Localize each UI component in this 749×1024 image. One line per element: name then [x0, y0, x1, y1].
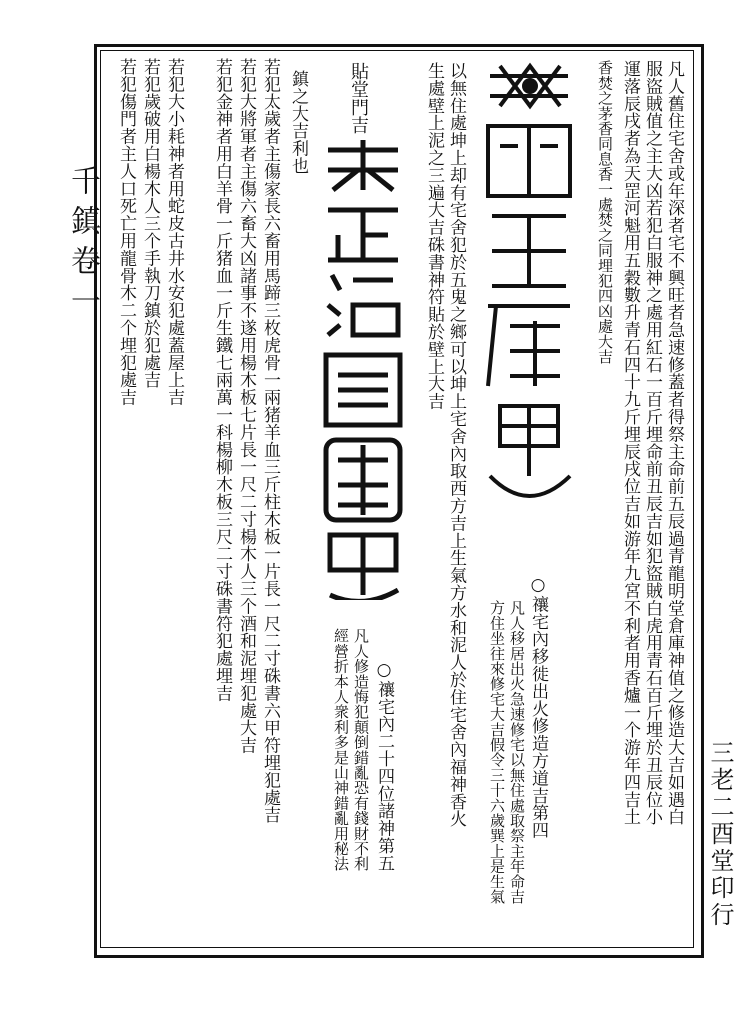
text-column: 凡人舊住宅舍或年深者宅不興旺者急速修蓋者得祭主命前五辰過青龍明堂倉庫神值之修造大吉如遇白 — [664, 60, 684, 826]
text-column: 若犯金神者用白羊骨一斤猪血一斤生鐵七兩萬一科楊柳木板三尺二寸硃書符犯處埋吉 — [212, 58, 232, 702]
text-column: 若犯大將軍者主傷六畜大凶諸事不遂用楊木板七片長一尺二寸楊木人三个酒和泥埋犯處大吉 — [236, 58, 256, 754]
text-column: 若犯大小耗神者用蛇皮古井水安犯處蓋屋上吉 — [164, 58, 184, 406]
text-column: 香焚之茅香同息香一處焚之同埋犯四凶處大吉 — [596, 60, 614, 364]
talisman-lower-drawing — [318, 140, 408, 600]
text-column: 服盜賊值之主大凶若犯白服神之處用紅石一百斤埋命前丑辰吉如犯盜賊白虎用青石百斤埋於丑辰位小 — [642, 60, 662, 826]
section4-text: 方住坐往來修宅大吉假令三十六歲巽上是生氣 — [488, 600, 506, 904]
margin-publisher: 三老二酉堂印行 — [706, 740, 734, 929]
text-column: 鎮之大吉利也 — [288, 70, 308, 175]
text-column: 生處壁上泥之三遍大吉硃書神符貼於壁上大吉 — [424, 62, 444, 410]
section5-text: 凡人修造悔犯顛倒錯亂恐有錢財不利 — [352, 628, 370, 872]
section5-heading: ○禳宅內二十四位諸神第五 — [374, 660, 394, 872]
text-column: 運落辰戌者為天罡河魁用五穀數升青石四十九斤埋辰戌位吉如游年九宮不利者用香爐一个游年四吉土 — [620, 60, 640, 826]
section5-text: 經營折本人衆利多是山神錯亂用秘法 — [332, 628, 350, 872]
margin-book-title: 千鎮卷一 — [65, 165, 100, 325]
talisman-label: 貼堂門吉 — [348, 62, 369, 134]
section4-heading: ○禳宅內移徙出火修造方道吉第四 — [528, 575, 548, 839]
text-column: 以無住處坤上却有宅舍犯於五鬼之鄉可以坤上宅舍內取西方吉上生氣方水和泥人於住宅舍內福神香火 — [446, 62, 466, 828]
text-column: 若犯歲破用白楊木人三个手執刀鎮於犯處吉 — [140, 58, 160, 389]
text-column: 若犯太歲者主傷家長六畜用馬蹄三枚虎骨一兩猪羊血三斤柱木板一片長一尺二寸硃書六甲符埋犯處吉 — [260, 58, 280, 824]
talisman-upper-drawing — [470, 56, 588, 516]
section4-text: 凡人移居出火急速修宅以無住處取祭主年命吉 — [508, 600, 526, 904]
text-column: 若犯傷門者主人口死亡用龍骨木二个埋犯處吉 — [116, 58, 136, 406]
